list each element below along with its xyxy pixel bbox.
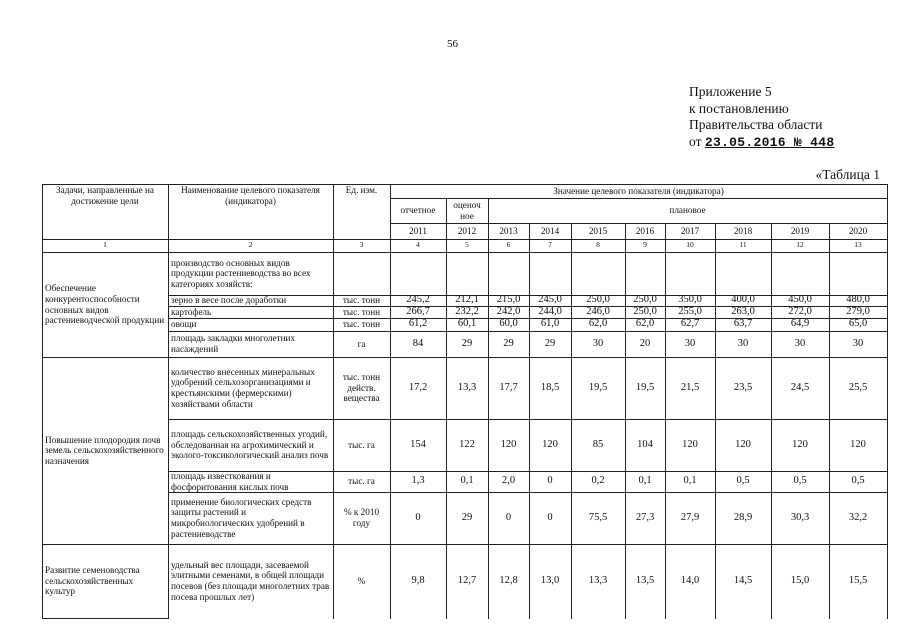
indicator-unit: тыс. тонн bbox=[342, 295, 381, 306]
indicator-value: 9,8 bbox=[411, 574, 425, 586]
year-header: 2020 bbox=[848, 225, 868, 236]
table-rule bbox=[42, 618, 169, 619]
indicator-value: 245,0 bbox=[538, 295, 562, 306]
column-number: 9 bbox=[643, 240, 647, 250]
indicator-value: 13,5 bbox=[635, 574, 655, 586]
indicator-value: 120 bbox=[792, 438, 808, 450]
indicator-value: 30 bbox=[852, 337, 864, 349]
indicator-value: 350,0 bbox=[678, 295, 702, 306]
indicator-value: 0,1 bbox=[460, 475, 474, 487]
indicator-value: 15,0 bbox=[790, 574, 810, 586]
indicator-value: 61,2 bbox=[408, 318, 428, 330]
indicator-value: 480,0 bbox=[846, 295, 870, 306]
indicator-value: 30 bbox=[592, 337, 604, 349]
indicator-value: 63,7 bbox=[733, 318, 753, 330]
indicator-value: 0,2 bbox=[591, 475, 605, 487]
indicator-value: 245,2 bbox=[406, 295, 430, 306]
indicator-value: 30,3 bbox=[790, 511, 810, 523]
indicator-value: 17,7 bbox=[499, 381, 518, 393]
indicator-name: удельный вес площади, засеваемой элитными семенами, в общей площади посевов (без площади многолетних трав посева прошлых лет) bbox=[171, 559, 330, 602]
indicator-value: 120 bbox=[850, 438, 866, 450]
indicator-name: производство основных видов продукции растениеводства во всех категориях хозяйств: bbox=[171, 257, 311, 289]
table-rule bbox=[887, 184, 888, 619]
column-number: 2 bbox=[248, 240, 253, 250]
indicator-value: 29 bbox=[503, 337, 514, 349]
header-reporting: отчетное bbox=[400, 205, 436, 216]
column-number: 10 bbox=[686, 240, 694, 250]
indicator-value: 120 bbox=[500, 438, 517, 450]
indicator-value: 15,5 bbox=[848, 574, 868, 586]
task-name: Обеспечение конкурентоспособности основных видов растениеводческой продукции bbox=[45, 283, 165, 326]
indicator-value: 21,5 bbox=[680, 381, 700, 393]
indicator-unit: тыс. тонн bbox=[342, 319, 381, 330]
year-header: 2014 bbox=[540, 225, 560, 236]
indicator-value: 120 bbox=[735, 438, 751, 450]
appendix-line-3: Правительства области bbox=[689, 117, 823, 132]
indicator-value: 24,5 bbox=[790, 381, 810, 393]
year-header: 2012 bbox=[457, 225, 477, 236]
indicator-value: 120 bbox=[682, 438, 698, 450]
indicator-value: 17,2 bbox=[408, 381, 428, 393]
indicator-name: площадь закладки многолетних насаждений bbox=[171, 333, 296, 354]
column-number: 4 bbox=[416, 240, 420, 250]
indicator-value: 60,1 bbox=[457, 318, 477, 330]
year-header: 2011 bbox=[408, 225, 428, 236]
indicator-value: 64,9 bbox=[790, 318, 810, 330]
indicator-unit: тыс. га bbox=[348, 439, 375, 450]
column-number: 6 bbox=[506, 240, 511, 250]
header-unit: Ед. изм. bbox=[345, 185, 378, 195]
indicator-value: 0,5 bbox=[851, 475, 865, 487]
indicator-value: 0 bbox=[547, 511, 553, 523]
task-name: Развитие семеноводства сельскохозяйственных культур bbox=[45, 565, 140, 597]
indicator-value: 85 bbox=[592, 438, 604, 450]
indicator-value: 30 bbox=[737, 337, 749, 349]
indicator-value: 0 bbox=[505, 511, 512, 523]
table-caption: «Таблица 1 bbox=[815, 167, 880, 182]
indicator-value: 250,0 bbox=[633, 306, 657, 317]
indicator-value: 255,0 bbox=[678, 306, 702, 317]
indicator-value: 13,0 bbox=[540, 574, 560, 586]
indicator-unit: тыс. тонн действ. вещества bbox=[342, 372, 381, 404]
indicator-value: 27,9 bbox=[680, 511, 700, 523]
header-indicator: Наименование целевого показателя (индикатора) bbox=[181, 185, 320, 206]
column-number: 3 bbox=[359, 240, 364, 250]
indicator-value: 232,2 bbox=[455, 306, 479, 317]
column-number: 12 bbox=[796, 240, 804, 250]
header-values: Значение целевого показателя (индикатора) bbox=[553, 185, 724, 196]
column-number: 13 bbox=[854, 240, 862, 250]
indicator-value: 250,0 bbox=[586, 295, 610, 306]
header-tasks: Задачи, направленные на достижение цели bbox=[56, 185, 154, 206]
indicator-value: 215,0 bbox=[496, 295, 521, 306]
indicator-value: 212,1 bbox=[455, 295, 479, 306]
indicator-value: 263,0 bbox=[731, 306, 755, 317]
indicator-value: 65,0 bbox=[848, 318, 868, 330]
indicator-name: картофель bbox=[171, 306, 212, 317]
indicator-value: 19,5 bbox=[635, 381, 655, 393]
appendix-line-2: к постановлению bbox=[689, 100, 789, 116]
indicator-value: 250,0 bbox=[633, 295, 657, 306]
indicator-value: 14,5 bbox=[733, 574, 753, 586]
indicator-value: 30 bbox=[794, 337, 806, 349]
indicator-value: 32,2 bbox=[848, 511, 868, 523]
column-number: 11 bbox=[739, 240, 747, 250]
indicator-name: площадь сельскохозяйственных угодий, обследованная на агрохимический и эколого-токсикологический анализ почв bbox=[171, 429, 329, 461]
indicator-value: 2,0 bbox=[501, 475, 516, 487]
indicator-value: 13,3 bbox=[588, 574, 608, 586]
date-value: 23.05.2016 № 448 bbox=[704, 134, 835, 150]
indicator-value: 28,9 bbox=[733, 511, 753, 523]
indicator-value: 244,0 bbox=[538, 306, 562, 317]
indicator-value: 20 bbox=[639, 337, 651, 349]
year-header: 2017 bbox=[680, 225, 700, 236]
indicator-name: площадь известкования и фосфоритования кислых почв bbox=[171, 471, 289, 492]
indicator-value: 450,0 bbox=[788, 295, 812, 306]
indicator-value: 29 bbox=[461, 337, 473, 349]
indicator-value: 25,5 bbox=[848, 381, 868, 393]
indicator-unit: тыс. га bbox=[348, 476, 375, 487]
column-number: 5 bbox=[465, 240, 469, 250]
column-number: 1 bbox=[103, 240, 107, 250]
indicator-value: 1,3 bbox=[411, 475, 425, 487]
header-estimated: оценоч ное bbox=[453, 199, 481, 221]
indicator-value: 12,7 bbox=[457, 574, 477, 586]
column-number: 7 bbox=[548, 240, 552, 250]
year-header: 2016 bbox=[635, 225, 655, 236]
indicator-value: 246,0 bbox=[586, 306, 610, 317]
indicator-name: применение биологических средств защиты растений и микробиологических удобрений в растениеводстве bbox=[171, 496, 312, 539]
indicator-value: 266,7 bbox=[406, 306, 430, 317]
indicator-value: 62,0 bbox=[635, 318, 655, 330]
indicator-value: 23,5 bbox=[733, 381, 753, 393]
indicator-value: 84 bbox=[412, 337, 424, 349]
indicator-value: 0,5 bbox=[793, 475, 807, 487]
indicator-value: 272,0 bbox=[788, 306, 812, 317]
indicator-value: 154 bbox=[410, 438, 426, 450]
task-name: Повышение плодородия почв земель сельскохозяйственного назначения bbox=[45, 434, 164, 466]
indicator-value: 61,0 bbox=[540, 318, 560, 330]
year-header: 2013 bbox=[499, 225, 518, 236]
indicator-value: 0,5 bbox=[736, 475, 750, 487]
indicator-value: 104 bbox=[637, 438, 653, 450]
year-header: 2018 bbox=[733, 225, 753, 236]
indicator-value: 75,5 bbox=[588, 511, 608, 523]
indicator-value: 0 bbox=[415, 511, 421, 523]
indicator-unit: тыс. тонн bbox=[342, 306, 381, 317]
date-prefix: от bbox=[689, 133, 702, 149]
appendix-line-1: Приложение 5 bbox=[689, 84, 772, 99]
indicator-name: овощи bbox=[171, 319, 197, 330]
indicator-value: 60,0 bbox=[499, 318, 518, 330]
year-header: 2015 bbox=[588, 225, 608, 236]
indicator-unit: % к 2010 году bbox=[343, 507, 380, 528]
indicator-value: 62,7 bbox=[680, 318, 700, 330]
indicator-unit: га bbox=[357, 338, 366, 349]
indicator-value: 400,0 bbox=[731, 295, 755, 306]
header-planned: плановое bbox=[669, 205, 706, 216]
indicator-name: зерно в весе после доработки bbox=[171, 295, 287, 306]
indicator-value: 0,1 bbox=[683, 475, 697, 487]
indicator-value: 279,0 bbox=[846, 306, 870, 317]
column-number: 8 bbox=[596, 240, 600, 250]
indicator-value: 242,0 bbox=[496, 306, 521, 317]
indicator-value: 0 bbox=[547, 475, 553, 487]
page-number: 56 bbox=[447, 38, 458, 50]
indicator-value: 19,5 bbox=[588, 381, 608, 393]
indicator-value: 62,0 bbox=[588, 318, 608, 330]
indicator-value: 29 bbox=[461, 511, 473, 523]
indicator-value: 14,0 bbox=[680, 574, 700, 586]
indicator-name: количество внесенных минеральных удобрений сельхозорганизациями и крестьянскими (фермерскими) хозяйствами области bbox=[171, 366, 315, 409]
indicator-value: 12,8 bbox=[499, 574, 518, 586]
indicator-unit: % bbox=[357, 575, 366, 586]
indicator-value: 30 bbox=[684, 337, 696, 349]
indicator-value: 27,3 bbox=[635, 511, 655, 523]
indicator-value: 13,3 bbox=[457, 381, 477, 393]
indicator-value: 122 bbox=[459, 438, 475, 450]
year-header: 2019 bbox=[790, 225, 810, 236]
indicator-value: 0,1 bbox=[638, 475, 652, 487]
indicator-unit bbox=[333, 252, 390, 295]
indicator-value: 18,5 bbox=[540, 381, 560, 393]
indicator-value: 120 bbox=[542, 438, 558, 450]
indicator-value: 29 bbox=[544, 337, 556, 349]
